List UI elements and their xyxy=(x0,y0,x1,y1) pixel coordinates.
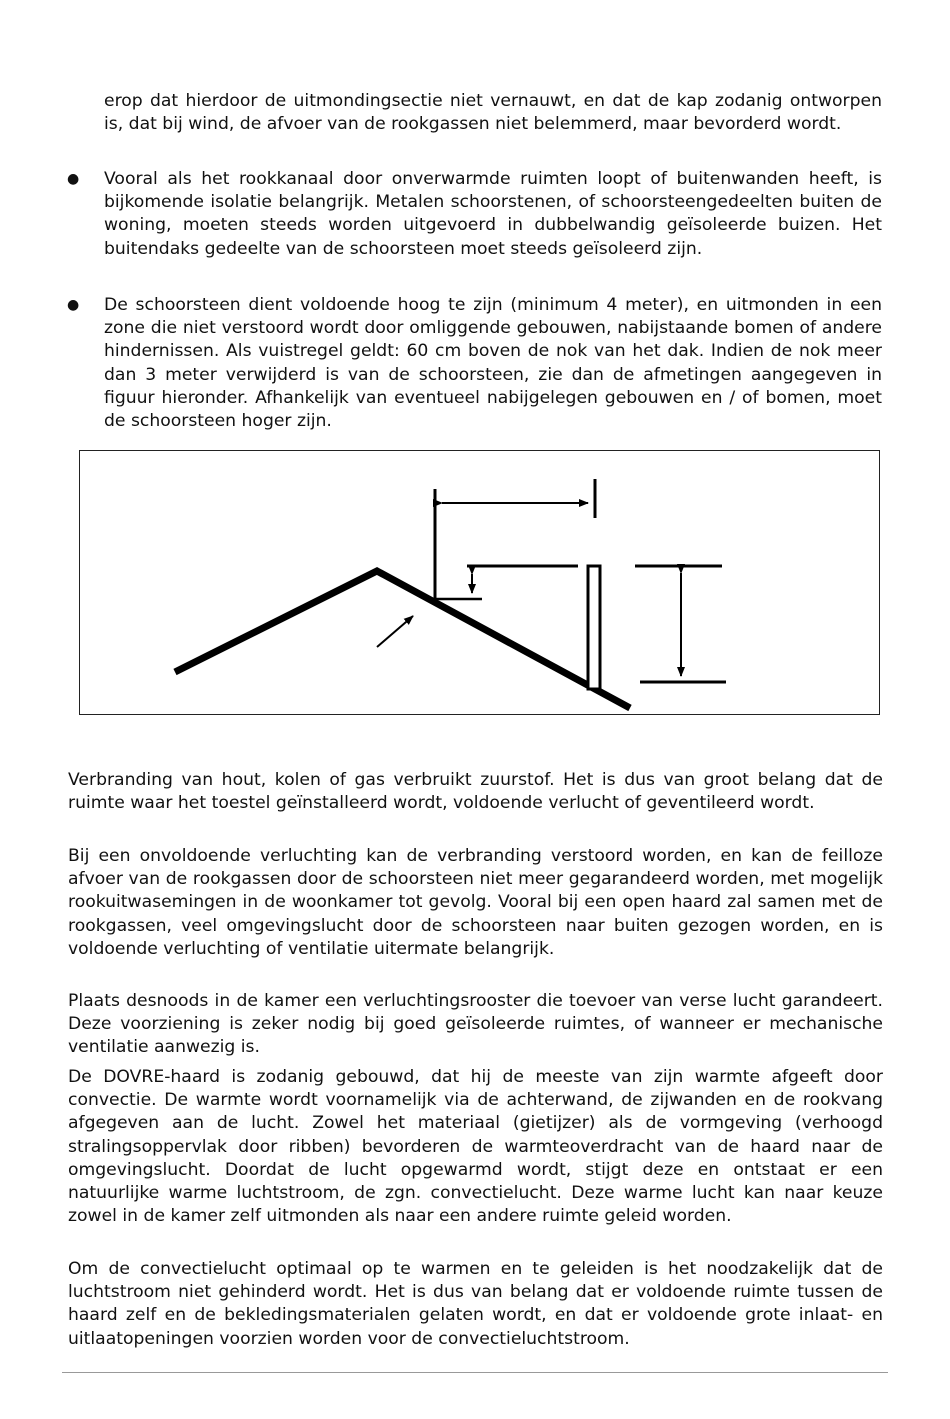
chimney-far xyxy=(588,566,600,689)
paragraph-ventilation: Bij een onvoldoende verluchting kan de verbranding verstoord worden, en kan de feilloze afvoer van de rookgassen door de schoorsteen niet meer gegarandeerd worden, met mogelijk rookuitwasemingen in de woonkamer tot gevolg. Vooral bij een open haard zal samen met de rookgassen, veel omgevingslucht door de schoorsteen naar buiten gezogen worden, en is voldoende verluchting of ventilatie uitermate belangrijk. xyxy=(68,846,883,959)
bullet-text-insulation: Vooral als het rookkanaal door onverwarmde ruimten loopt of buitenwanden heeft, is bijkomende isolatie belangrijk. Metalen schoorstenen, of schoorsteengedeelten buiten de woning, moeten steeds worden uitgevoerd in dubbelwandig geïsoleerde buizen. Het buitendaks gedeelte van de schoorsteen moet steeds geïsoleerd zijn. xyxy=(104,169,882,259)
paragraph-combustion: Verbranding van hout, kolen of gas verbruikt zuurstof. Het is dus van groot belang dat de ruimte waar het toestel geïnstalleerd wordt, voldoende verlucht of geventileerd wordt. xyxy=(68,770,883,814)
bullet-marker: ● xyxy=(67,171,80,187)
footer-rule xyxy=(62,1372,888,1373)
continuation-paragraph: erop dat hierdoor de uitmondingsectie niet vernauwt, en dat de kap zodanig ontworpen is, dat bij wind, de afvoer van de rookgassen niet belemmerd, maar bevorderd wordt. xyxy=(104,91,882,135)
bullet-text-chimney-height: De schoorsteen dient voldoende hoog te zijn (minimum 4 meter), en uitmonden in een zone die niet verstoord wordt door omliggende gebouwen, nabijstaande bomen of andere hindernissen. Als vuistregel geldt: 60 cm boven de nok van het dak. Indien de nok meer dan 3 meter verwijderd is van de schoorsteen, zie dan de afmetingen aangegeven in figuur hieronder. Afhankelijk van eventueel nabijgelegen gebouwen en / of bomen, moet de schoorsteen hoger zijn. xyxy=(104,295,882,432)
roof-outline xyxy=(175,571,630,708)
roof-chimney-diagram xyxy=(80,451,881,716)
roof-pointer-arrow xyxy=(377,616,413,647)
bullet-marker: ● xyxy=(67,297,80,313)
paragraph-airflow: Om de convectielucht optimaal op te warmen en te geleiden is het noodzakelijk dat de luchtstroom niet gehinderd wordt. Het is dus van belang dat er voldoende ruimte tussen de haard zelf en de bekledingsmaterialen gelaten wordt, en dat er voldoende grote inlaat- en uitlaatopeningen voorzien worden voor de convectieluchtstroom. xyxy=(68,1259,883,1349)
paragraph-convection: De DOVRE-haard is zodanig gebouwd, dat hij de meeste van zijn warmte afgeeft door convectie. De warmte wordt voornamelijk via de achterwand, de zijwanden en de rookvang afgegeven aan de lucht. Zowel het materiaal (gietijzer) als de vormgeving (verhoogd stralingsoppervlak door ribben) bevorderen de warmteoverdracht van de haard naar de omgevingslucht. Doordat de lucht opgewarmd wordt, stijgt deze en ontstaat er een natuurlijke warme luchtstroom, de zgn. convectielucht. Deze warme lucht kan naar keuze zowel in de kamer zelf uitmonden als naar een andere ruimte geleid worden. xyxy=(68,1067,883,1227)
paragraph-vent-grille: Plaats desnoods in de kamer een verluchtingsrooster die toevoer van verse lucht garandeert. Deze voorziening is zeker nodig bij goed geïsoleerde ruimtes, of wanneer er mechanische ventilatie aanwezig is. xyxy=(68,991,883,1058)
roof-chimney-figure xyxy=(79,450,880,715)
